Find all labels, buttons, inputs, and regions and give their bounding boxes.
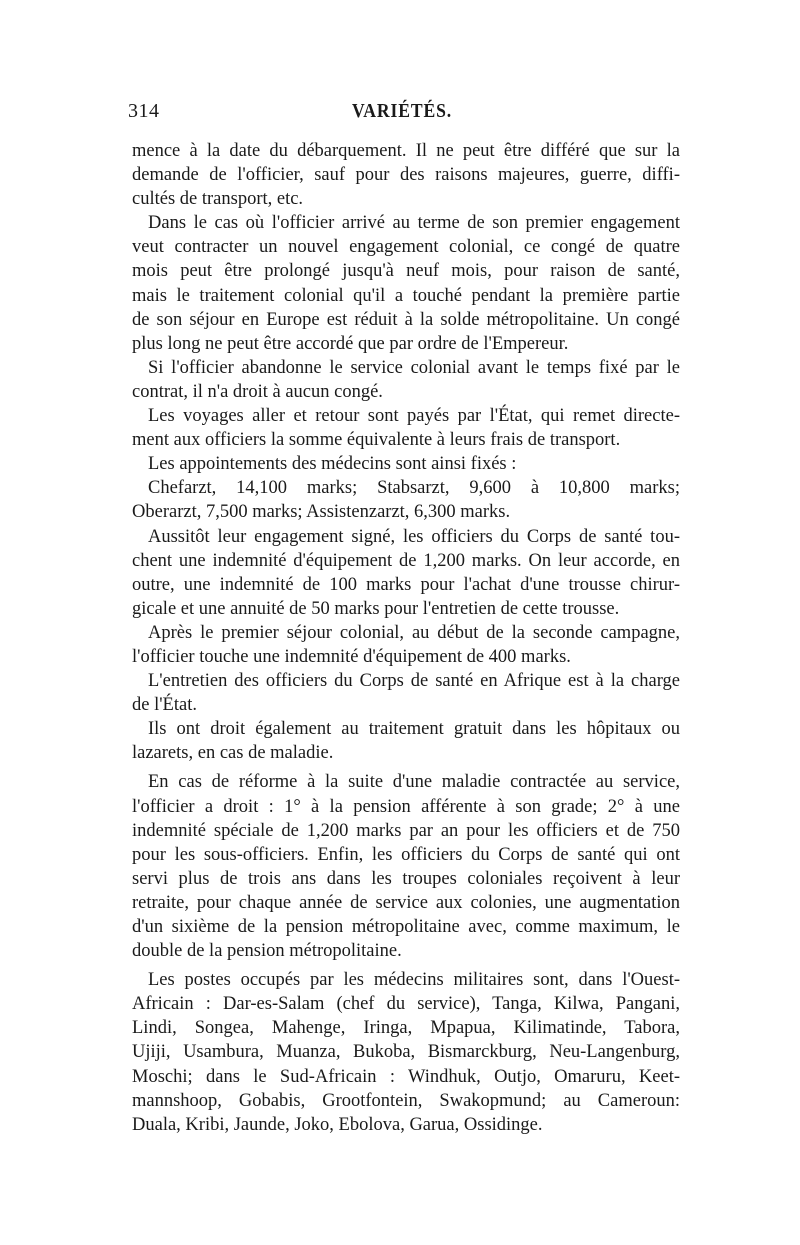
text-line: outre, une indemnité de 100 marks pour l'achat d'une trousse chirur- bbox=[132, 574, 680, 595]
text-line: retraite, pour chaque année de service aux colonies, une augmentation bbox=[132, 892, 680, 913]
text-line: Dans le cas où l'officier arrivé au terme de son premier engagement bbox=[148, 213, 680, 234]
text-line: Duala, Kribi, Jaunde, Joko, Ebolova, Garua, Ossidinge. bbox=[132, 1114, 543, 1135]
paragraph bbox=[132, 404, 680, 452]
text-line: Ils ont droit également au traitement gratuit dans les hôpitaux ou bbox=[148, 719, 680, 740]
text-line: Moschi; dans le Sud-Africain : Windhuk, Outjo, Omaruru, Keet- bbox=[132, 1066, 680, 1087]
text-line: Ujiji, Usambura, Muanza, Bukoba, Bismarckburg, Neu-Langenburg, bbox=[132, 1042, 680, 1063]
paragraph bbox=[132, 770, 680, 963]
running-head bbox=[128, 100, 676, 130]
paragraph bbox=[132, 968, 680, 1137]
text-line: contrat, il n'a droit à aucun congé. bbox=[132, 381, 383, 402]
text-line: l'officier touche une indemnité d'équipement de 400 marks. bbox=[132, 646, 571, 667]
text-line: mannshoop, Gobabis, Grootfontein, Swakopmund; au Cameroun: bbox=[132, 1090, 680, 1111]
text-line: Après le premier séjour colonial, au début de la seconde campagne, bbox=[148, 622, 680, 643]
text-line: Les appointements des médecins sont ainsi fixés : bbox=[148, 454, 517, 475]
body-text bbox=[132, 139, 680, 1137]
text-line: veut contracter un nouvel engagement colonial, ce congé de quatre bbox=[132, 237, 680, 258]
text-line: Oberarzt, 7,500 marks; Assistenzarzt, 6,300 marks. bbox=[132, 502, 511, 523]
text-line: En cas de réforme à la suite d'une maladie contractée au service, bbox=[148, 772, 680, 793]
text-line: ment aux officiers la somme équivalente à leurs frais de transport. bbox=[132, 430, 621, 451]
text-line: Lindi, Songea, Mahenge, Iringa, Mpapua, Kilimatinde, Tabora, bbox=[132, 1018, 680, 1039]
text-line: servi plus de trois ans dans les troupes coloniales reçoivent à leur bbox=[132, 868, 680, 889]
paragraph bbox=[132, 525, 680, 621]
text-line: gicale et une annuité de 50 marks pour l'entretien de cette trousse. bbox=[132, 598, 620, 619]
text-line: mence à la date du débarquement. Il ne peut être différé que sur la bbox=[132, 141, 680, 161]
text-line: cultés de transport, etc. bbox=[132, 189, 304, 210]
paragraph bbox=[132, 356, 680, 404]
text-line: de l'État. bbox=[132, 695, 197, 716]
paragraph bbox=[132, 211, 680, 356]
paragraph bbox=[132, 476, 680, 524]
paragraph bbox=[132, 621, 680, 669]
text-line: mois peut être prolongé jusqu'à neuf mois, pour raison de santé, bbox=[132, 261, 680, 282]
text-line: Les voyages aller et retour sont payés par l'État, qui remet directe- bbox=[148, 406, 680, 427]
running-title: VARIÉTÉS. bbox=[351, 100, 453, 122]
text-line: Aussitôt leur engagement signé, les officiers du Corps de santé tou- bbox=[148, 526, 680, 547]
text-line: demande de l'officier, sauf pour des raisons majeures, guerre, diffi- bbox=[132, 165, 680, 186]
text-line: Si l'officier abandonne le service colonial avant le temps fixé par le bbox=[148, 357, 680, 378]
paragraph bbox=[132, 669, 680, 717]
text-line: pour les sous-officiers. Enfin, les officiers du Corps de santé qui ont bbox=[132, 844, 680, 865]
text-line: L'entretien des officiers du Corps de santé en Afrique est à la charge bbox=[148, 671, 680, 692]
text-line: de son séjour en Europe est réduit à la solde métropolitaine. Un congé bbox=[132, 309, 680, 330]
text-line: Chefarzt, 14,100 marks; Stabsarzt, 9,600 à 10,800 marks; bbox=[148, 478, 680, 499]
text-line: l'officier a droit : 1° à la pension afférente à son grade; 2° à une bbox=[132, 796, 680, 817]
paragraph bbox=[132, 139, 680, 211]
text-line: mais le traitement colonial qu'il a touché pendant la première partie bbox=[132, 285, 680, 306]
paragraph bbox=[132, 452, 680, 476]
text-line: d'un sixième de la pension métropolitaine avec, comme maximum, le bbox=[132, 917, 680, 937]
paragraph bbox=[132, 717, 680, 765]
text-line: plus long ne peut être accordé que par ordre de l'Empereur. bbox=[132, 333, 569, 354]
text-line: Africain : Dar-es-Salam (chef du service), Tanga, Kilwa, Pangani, bbox=[132, 994, 680, 1015]
text-line: lazarets, en cas de maladie. bbox=[132, 743, 334, 764]
text-line: chent une indemnité d'équipement de 1,200 marks. On leur accorde, en bbox=[132, 550, 680, 571]
text-line: Les postes occupés par les médecins militaires sont, dans l'Ouest- bbox=[148, 970, 680, 991]
text-line: double de la pension métropolitaine. bbox=[132, 941, 402, 962]
page-number: 314 bbox=[128, 100, 160, 122]
text-line: indemnité spéciale de 1,200 marks par an pour les officiers et de 750 bbox=[132, 820, 680, 841]
